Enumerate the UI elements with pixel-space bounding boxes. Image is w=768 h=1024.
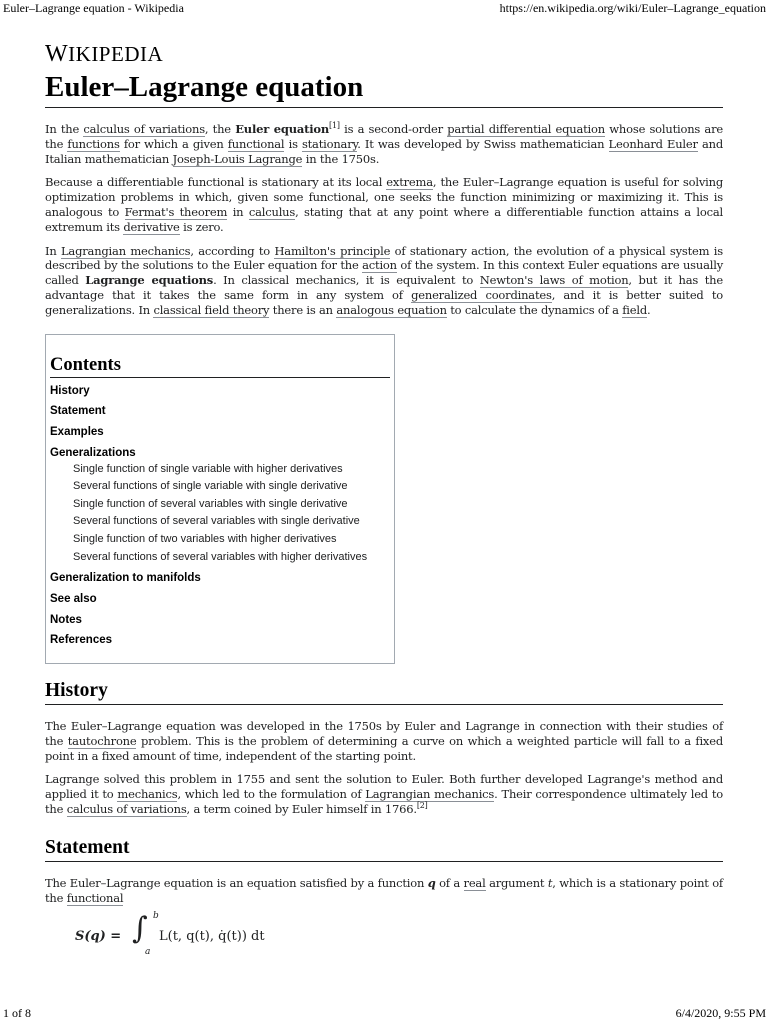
link-derivative[interactable]: derivative [123,219,180,234]
toc-title: Contents [50,349,390,378]
article-page [45,40,723,957]
table-of-contents [45,334,395,664]
intro-paragraph-2: Because a differentiable functional is stationary at its local extrema, the Euler–Lagrange equation is useful for solving optimization problems in which, given some functional, one seeks the function minimizing or maximizing it. This is analogous to Fermat's theorem in calculus, stating that at any point where a differentiable function attains a local extremum its derivative is zero. [45,175,723,234]
link-functional-2[interactable]: functional [66,890,124,905]
toc-subitem[interactable]: Several functions of several variables with single derivative [73,515,360,528]
print-datetime: 6/4/2020, 9:55 PM [675,1006,766,1020]
toc-item-generalizations[interactable]: Generalizations [50,446,136,459]
toc-item-references[interactable]: References [50,634,113,647]
link-fermats-theorem[interactable]: Fermat's theorem [124,204,228,219]
link-action[interactable]: action [362,258,397,273]
toc-item-statement[interactable]: Statement [50,405,106,418]
link-functions[interactable]: functions [67,136,120,151]
link-functional[interactable]: functional [227,136,285,151]
link-classical-field-theory[interactable]: classical field theory [153,302,270,317]
link-analogous-equation[interactable]: analogous equation [336,302,447,317]
section-heading-history: History [45,680,723,705]
toc-item-notes[interactable]: Notes [50,613,82,626]
history-paragraph-1: The Euler–Lagrange equation was developed in the 1750s by Euler and Lagrange in connection with their studies of the tautochrone problem. This is the problem of determining a curve on which a weighted particle will fall to a fixed point in a fixed amount of time, independent of the starting point. [45,718,723,763]
history-paragraph-2: Lagrange solved this problem in 1755 and sent the solution to Euler. Both further developed Lagrange's method and applied it to mechanics, which led to the formulation of Lagrangian mechanics. Their correspondence ultimately led to the calculus of variations, a term coined by Euler himself in 1766.[2] [45,772,723,816]
link-hamiltons-principle[interactable]: Hamilton's principle [274,243,391,258]
link-calculus-of-variations-2[interactable]: calculus of variations [66,801,187,816]
intro-paragraph-3: In Lagrangian mechanics, according to Hamilton's principle of stationary action, the evolution of a physical system is described by the solutions to the Euler equation for the action of the system. In this context Euler equations are usually called Lagrange equations. In classical mechanics, it is equivalent to Newton's laws of motion, but it has the advantage that it takes the same form in any system of generalized coordinates, and it is better suited to generalizations. In classical field theory there is an analogous equation to calculate the dynamics of a field. [45,243,723,317]
print-footer [0,1008,768,1024]
link-joseph-louis-lagrange[interactable]: Joseph-Louis Lagrange [172,151,303,166]
print-page-url: https://en.wikipedia.org/wiki/Euler–Lagrange_equation [499,1,766,15]
link-generalized-coordinates[interactable]: generalized coordinates [411,287,552,302]
statement-paragraph-1: The Euler–Lagrange equation is an equation satisfied by a function q of a real argument t, which is a stationary point of the functional [45,875,723,905]
toc-subitem[interactable]: Several functions of several variables with higher derivatives [73,550,368,563]
link-mechanics[interactable]: mechanics [117,787,178,802]
link-lagrangian-mechanics-2[interactable]: Lagrangian mechanics [365,787,495,802]
intro-paragraph-1: In the calculus of variations, the Euler equation[1] is a second-order partial differential equation whose solutions are the functions for which a given functional is stationary. It was developed by Swiss mathematician Leonhard Euler and Italian mathematician Joseph-Louis Lagrange in the 1750s. [45,121,723,166]
citation-2[interactable]: [2] [416,801,428,811]
print-page-number: 1 of 8 [3,1006,31,1020]
print-page-title: Euler–Lagrange equation - Wikipedia [3,1,184,15]
toc-item-history[interactable]: History [50,384,90,397]
toc-subitem[interactable]: Single function of several variables with single derivative [73,497,348,510]
toc-subitem[interactable]: Several functions of single variable with single derivative [73,480,348,493]
toc-subitem[interactable]: Single function of two variables with higher derivatives [73,533,337,545]
toc-item-see-also[interactable]: See also [50,592,97,605]
link-calculus[interactable]: calculus [248,204,296,219]
toc-subitem[interactable]: Single function of single variable with higher derivatives [73,462,343,475]
link-leonhard-euler[interactable]: Leonhard Euler [608,136,698,151]
toc-item-examples[interactable]: Examples [50,425,104,438]
article-title: Euler–Lagrange equation [45,68,723,108]
action-functional-formula: S(q) = ∫ b a L(t, q(t), q̇(t)) dt [75,911,265,958]
link-stationary[interactable]: stationary [301,136,358,151]
toc-item-generalization-to-manifolds[interactable]: Generalization to manifolds [50,572,201,585]
section-heading-statement: Statement [45,837,723,862]
link-field[interactable]: field [622,302,647,317]
link-extrema[interactable]: extrema [386,175,433,190]
wikipedia-wordmark[interactable]: WIKIPEDIA [45,41,164,67]
link-real[interactable]: real [463,875,486,890]
link-calculus-of-variations[interactable]: calculus of variations [83,122,205,136]
print-header [0,0,768,16]
link-tautochrone[interactable]: tautochrone [67,733,137,748]
citation-1[interactable]: [1] [329,121,340,131]
link-partial-differential-equation[interactable]: partial differential equation [447,122,605,136]
link-lagrangian-mechanics[interactable]: Lagrangian mechanics [60,243,191,258]
link-newtons-laws[interactable]: Newton's laws of motion [479,273,629,288]
